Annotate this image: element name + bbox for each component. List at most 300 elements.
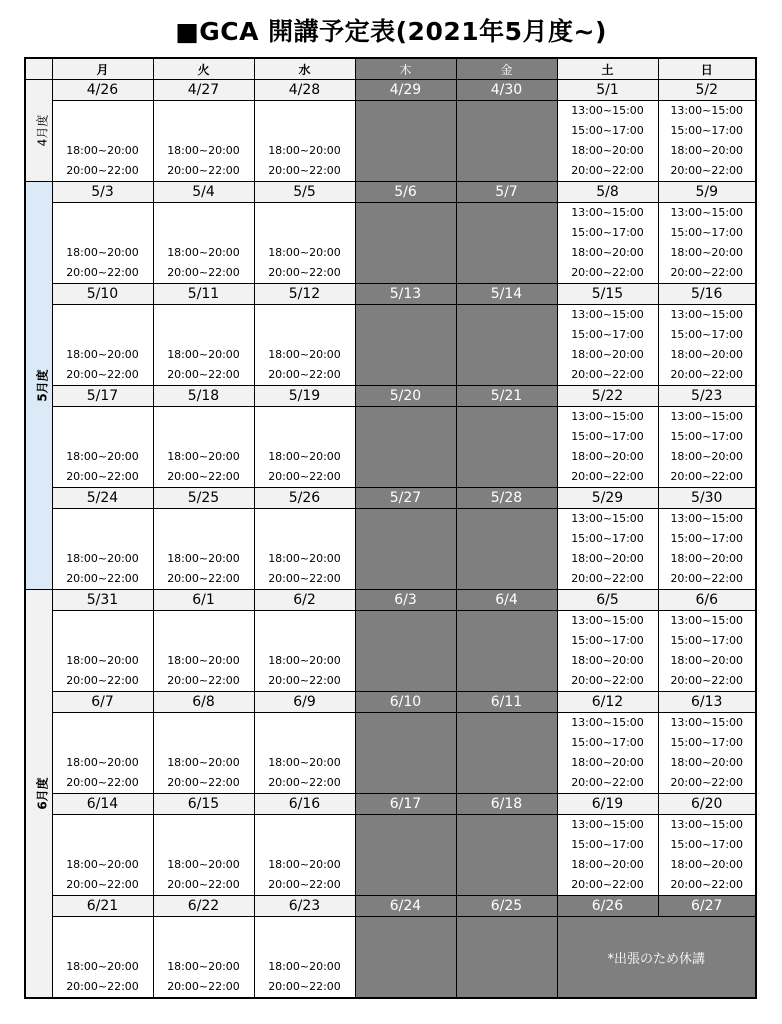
time-slot: 18:00~20:00 <box>268 348 341 361</box>
slot-cell <box>456 203 557 284</box>
time-slot: 18:00~20:00 <box>167 858 240 871</box>
time-slot: 18:00~20:00 <box>268 654 341 667</box>
time-slot-list <box>659 815 756 895</box>
week-date-row <box>25 590 756 611</box>
time-slot: 18:00~20:00 <box>571 858 644 871</box>
time-slot: 20:00~22:00 <box>571 878 644 891</box>
slot-cell <box>52 509 153 590</box>
time-slot: 18:00~20:00 <box>670 450 744 463</box>
date-cell: 6/10 <box>355 692 456 713</box>
time-slot-list <box>558 611 658 691</box>
time-slot: 20:00~22:00 <box>66 164 139 177</box>
month-label-cell <box>25 182 52 590</box>
slot-cell <box>52 203 153 284</box>
slot-cell <box>52 611 153 692</box>
time-slot: 18:00~20:00 <box>167 654 240 667</box>
time-slot: 15:00~17:00 <box>670 124 744 137</box>
week-date-row <box>25 692 756 713</box>
date-cell: 5/23 <box>658 386 756 407</box>
date-cell: 4/26 <box>52 80 153 101</box>
week-date-row <box>25 896 756 917</box>
date-cell: 6/27 <box>658 896 756 917</box>
time-slot: 20:00~22:00 <box>670 164 744 177</box>
time-slot-list <box>53 753 153 793</box>
date-cell: 5/15 <box>557 284 658 305</box>
time-slot-list <box>558 713 658 793</box>
slot-cell <box>355 203 456 284</box>
slot-cell <box>557 509 658 590</box>
time-slot: 20:00~22:00 <box>167 980 240 993</box>
date-cell: 5/10 <box>52 284 153 305</box>
date-cell: 6/24 <box>355 896 456 917</box>
weekday-header: 金 <box>456 58 557 80</box>
time-slot: 13:00~15:00 <box>571 818 644 831</box>
date-cell: 5/12 <box>254 284 355 305</box>
date-cell: 6/5 <box>557 590 658 611</box>
slot-cell <box>254 203 355 284</box>
time-slot-list <box>659 101 756 181</box>
time-slot: 20:00~22:00 <box>66 674 139 687</box>
time-slot: 18:00~20:00 <box>670 552 744 565</box>
time-slot: 20:00~22:00 <box>670 572 744 585</box>
time-slot-list <box>154 753 254 793</box>
time-slot-list <box>255 651 355 691</box>
slot-cell <box>355 101 456 182</box>
date-cell: 5/1 <box>557 80 658 101</box>
date-cell: 6/13 <box>658 692 756 713</box>
time-slot-list <box>154 447 254 487</box>
week-date-row <box>25 284 756 305</box>
slot-cell <box>153 917 254 999</box>
time-slot: 18:00~20:00 <box>268 450 341 463</box>
date-cell: 6/14 <box>52 794 153 815</box>
time-slot: 13:00~15:00 <box>670 818 744 831</box>
date-cell: 6/22 <box>153 896 254 917</box>
slot-cell <box>658 815 756 896</box>
weekday-header: 月 <box>52 58 153 80</box>
time-slot: 15:00~17:00 <box>571 226 644 239</box>
time-slot: 18:00~20:00 <box>268 960 341 973</box>
time-slot: 18:00~20:00 <box>66 654 139 667</box>
month-label-cell <box>25 80 52 182</box>
time-slot: 15:00~17:00 <box>670 430 744 443</box>
time-slot: 18:00~20:00 <box>66 756 139 769</box>
date-cell: 5/5 <box>254 182 355 203</box>
slot-cell <box>254 305 355 386</box>
time-slot: 18:00~20:00 <box>571 654 644 667</box>
time-slot: 18:00~20:00 <box>66 552 139 565</box>
time-slot-list <box>154 141 254 181</box>
date-cell: 4/27 <box>153 80 254 101</box>
week-date-row <box>25 794 756 815</box>
time-slot: 18:00~20:00 <box>268 552 341 565</box>
slot-cell <box>557 611 658 692</box>
weekday-header: 水 <box>254 58 355 80</box>
weekday-header: 木 <box>355 58 456 80</box>
slot-cell <box>254 917 355 999</box>
slot-cell <box>355 917 456 999</box>
week-slot-row <box>25 509 756 590</box>
time-slot: 20:00~22:00 <box>571 470 644 483</box>
time-slot: 15:00~17:00 <box>670 328 744 341</box>
date-cell: 6/26 <box>557 896 658 917</box>
slot-cell <box>254 815 355 896</box>
week-slot-row <box>25 917 756 999</box>
time-slot-list <box>53 855 153 895</box>
time-slot: 20:00~22:00 <box>670 266 744 279</box>
date-cell: 5/13 <box>355 284 456 305</box>
date-cell: 5/28 <box>456 488 557 509</box>
time-slot: 18:00~20:00 <box>670 654 744 667</box>
time-slot: 13:00~15:00 <box>670 104 744 117</box>
schedule-body <box>25 58 756 998</box>
date-cell: 6/6 <box>658 590 756 611</box>
time-slot: 20:00~22:00 <box>670 368 744 381</box>
slot-cell <box>456 101 557 182</box>
time-slot: 18:00~20:00 <box>670 348 744 361</box>
time-slot-list <box>558 305 658 385</box>
time-slot-list <box>558 509 658 589</box>
time-slot: 20:00~22:00 <box>571 266 644 279</box>
slot-cell <box>456 917 557 999</box>
slot-cell <box>557 305 658 386</box>
slot-cell <box>456 713 557 794</box>
date-cell: 5/27 <box>355 488 456 509</box>
time-slot: 20:00~22:00 <box>66 266 139 279</box>
slot-cell <box>658 611 756 692</box>
time-slot-list <box>154 957 254 997</box>
time-slot-list <box>53 141 153 181</box>
time-slot: 20:00~22:00 <box>571 368 644 381</box>
date-cell: 4/28 <box>254 80 355 101</box>
time-slot-list <box>53 243 153 283</box>
time-slot: 18:00~20:00 <box>571 450 644 463</box>
date-cell: 6/11 <box>456 692 557 713</box>
slot-cell <box>355 713 456 794</box>
time-slot-list <box>558 407 658 487</box>
slot-cell <box>557 815 658 896</box>
slot-cell <box>456 611 557 692</box>
time-slot: 20:00~22:00 <box>167 572 240 585</box>
week-date-row <box>25 182 756 203</box>
time-slot: 15:00~17:00 <box>571 838 644 851</box>
slot-cell <box>557 101 658 182</box>
time-slot: 20:00~22:00 <box>268 572 341 585</box>
slot-cell <box>557 713 658 794</box>
time-slot: 20:00~22:00 <box>670 878 744 891</box>
date-cell: 5/24 <box>52 488 153 509</box>
time-slot-list <box>154 549 254 589</box>
time-slot: 20:00~22:00 <box>670 776 744 789</box>
month-label: 4月度 <box>35 114 50 147</box>
date-cell: 6/2 <box>254 590 355 611</box>
time-slot: 20:00~22:00 <box>167 266 240 279</box>
date-cell: 6/25 <box>456 896 557 917</box>
month-label: 6月度 <box>35 777 50 810</box>
time-slot-list <box>659 713 756 793</box>
date-cell: 6/1 <box>153 590 254 611</box>
date-cell: 6/20 <box>658 794 756 815</box>
header-corner <box>25 58 52 80</box>
time-slot: 20:00~22:00 <box>268 368 341 381</box>
time-slot: 15:00~17:00 <box>571 736 644 749</box>
time-slot: 18:00~20:00 <box>167 144 240 157</box>
date-cell: 5/3 <box>52 182 153 203</box>
time-slot-list <box>255 957 355 997</box>
date-cell: 6/23 <box>254 896 355 917</box>
time-slot: 20:00~22:00 <box>571 164 644 177</box>
slot-cell <box>658 101 756 182</box>
time-slot: 20:00~22:00 <box>670 470 744 483</box>
date-cell: 6/4 <box>456 590 557 611</box>
date-cell: 5/25 <box>153 488 254 509</box>
time-slot-list <box>255 447 355 487</box>
time-slot: 20:00~22:00 <box>571 674 644 687</box>
time-slot: 20:00~22:00 <box>670 674 744 687</box>
time-slot-list <box>154 651 254 691</box>
date-cell: 5/11 <box>153 284 254 305</box>
time-slot: 20:00~22:00 <box>66 572 139 585</box>
slot-cell <box>254 407 355 488</box>
time-slot-list <box>659 509 756 589</box>
time-slot-list <box>255 753 355 793</box>
slot-cell <box>52 815 153 896</box>
date-cell: 6/3 <box>355 590 456 611</box>
date-cell: 6/18 <box>456 794 557 815</box>
time-slot: 20:00~22:00 <box>66 368 139 381</box>
time-slot-list <box>53 447 153 487</box>
slot-cell <box>153 203 254 284</box>
time-slot: 15:00~17:00 <box>670 838 744 851</box>
time-slot-list <box>53 957 153 997</box>
date-cell: 6/12 <box>557 692 658 713</box>
time-slot: 20:00~22:00 <box>66 878 139 891</box>
time-slot: 13:00~15:00 <box>670 206 744 219</box>
weekday-header: 火 <box>153 58 254 80</box>
time-slot: 13:00~15:00 <box>670 308 744 321</box>
date-cell: 5/21 <box>456 386 557 407</box>
slot-cell <box>355 305 456 386</box>
time-slot-list <box>659 203 756 283</box>
time-slot-list <box>53 345 153 385</box>
date-cell: 5/31 <box>52 590 153 611</box>
date-cell: 5/8 <box>557 182 658 203</box>
slot-cell <box>658 305 756 386</box>
slot-cell <box>254 713 355 794</box>
date-cell: 5/6 <box>355 182 456 203</box>
time-slot: 18:00~20:00 <box>571 144 644 157</box>
week-slot-row <box>25 815 756 896</box>
slot-cell <box>153 407 254 488</box>
time-slot: 18:00~20:00 <box>670 144 744 157</box>
time-slot-list <box>659 305 756 385</box>
time-slot: 18:00~20:00 <box>167 450 240 463</box>
time-slot: 13:00~15:00 <box>571 104 644 117</box>
slot-cell <box>355 509 456 590</box>
time-slot: 20:00~22:00 <box>167 674 240 687</box>
week-date-row <box>25 80 756 101</box>
slot-cell <box>456 407 557 488</box>
time-slot: 20:00~22:00 <box>268 980 341 993</box>
time-slot-list <box>255 345 355 385</box>
time-slot: 18:00~20:00 <box>571 348 644 361</box>
date-cell: 5/22 <box>557 386 658 407</box>
date-cell: 6/19 <box>557 794 658 815</box>
time-slot: 18:00~20:00 <box>167 246 240 259</box>
time-slot: 20:00~22:00 <box>66 980 139 993</box>
time-slot-list <box>255 141 355 181</box>
date-cell: 5/16 <box>658 284 756 305</box>
time-slot: 20:00~22:00 <box>571 776 644 789</box>
time-slot: 13:00~15:00 <box>670 716 744 729</box>
slot-cell <box>52 713 153 794</box>
time-slot-list <box>154 855 254 895</box>
time-slot: 20:00~22:00 <box>268 776 341 789</box>
time-slot-list <box>255 243 355 283</box>
week-date-row <box>25 386 756 407</box>
time-slot: 13:00~15:00 <box>571 614 644 627</box>
week-slot-row <box>25 713 756 794</box>
time-slot-list <box>659 407 756 487</box>
slot-cell <box>52 407 153 488</box>
date-cell: 6/9 <box>254 692 355 713</box>
month-label-cell <box>25 590 52 999</box>
date-cell: 5/2 <box>658 80 756 101</box>
slot-cell <box>254 101 355 182</box>
time-slot-list <box>154 345 254 385</box>
slot-cell <box>658 203 756 284</box>
time-slot: 18:00~20:00 <box>167 348 240 361</box>
time-slot: 20:00~22:00 <box>167 776 240 789</box>
time-slot: 15:00~17:00 <box>670 736 744 749</box>
slot-cell <box>456 815 557 896</box>
slot-cell <box>153 815 254 896</box>
date-cell: 5/17 <box>52 386 153 407</box>
slot-cell <box>52 917 153 999</box>
time-slot-list <box>53 549 153 589</box>
time-slot: 18:00~20:00 <box>670 858 744 871</box>
time-slot: 20:00~22:00 <box>268 266 341 279</box>
week-slot-row <box>25 101 756 182</box>
time-slot: 18:00~20:00 <box>167 756 240 769</box>
week-slot-row <box>25 203 756 284</box>
week-date-row <box>25 488 756 509</box>
time-slot: 18:00~20:00 <box>268 756 341 769</box>
slot-cell <box>456 509 557 590</box>
time-slot: 18:00~20:00 <box>571 756 644 769</box>
time-slot: 18:00~20:00 <box>670 246 744 259</box>
slot-cell <box>153 713 254 794</box>
date-cell: 6/16 <box>254 794 355 815</box>
time-slot: 20:00~22:00 <box>66 470 139 483</box>
time-slot: 20:00~22:00 <box>268 674 341 687</box>
time-slot: 20:00~22:00 <box>167 878 240 891</box>
weekday-header: 土 <box>557 58 658 80</box>
weekday-header-row <box>25 58 756 80</box>
date-cell: 5/14 <box>456 284 557 305</box>
time-slot: 18:00~20:00 <box>66 450 139 463</box>
slot-cell <box>52 305 153 386</box>
time-slot: 20:00~22:00 <box>268 470 341 483</box>
time-slot: 18:00~20:00 <box>268 246 341 259</box>
time-slot: 20:00~22:00 <box>571 572 644 585</box>
time-slot: 20:00~22:00 <box>167 164 240 177</box>
date-cell: 5/4 <box>153 182 254 203</box>
slot-cell <box>153 509 254 590</box>
week-slot-row <box>25 611 756 692</box>
date-cell: 5/9 <box>658 182 756 203</box>
time-slot: 13:00~15:00 <box>571 206 644 219</box>
date-cell: 5/30 <box>658 488 756 509</box>
time-slot-list <box>659 611 756 691</box>
closure-note: *出張のため休講 <box>557 917 756 999</box>
slot-cell <box>254 509 355 590</box>
time-slot-list <box>53 651 153 691</box>
time-slot: 13:00~15:00 <box>670 512 744 525</box>
date-cell: 4/30 <box>456 80 557 101</box>
slot-cell <box>52 101 153 182</box>
time-slot: 13:00~15:00 <box>571 410 644 423</box>
date-cell: 5/26 <box>254 488 355 509</box>
month-label: 5月度 <box>35 369 50 402</box>
page-title: ■GCA 開講予定表(2021年5月度~) <box>175 17 607 46</box>
time-slot: 20:00~22:00 <box>167 368 240 381</box>
time-slot-list <box>558 101 658 181</box>
time-slot: 15:00~17:00 <box>670 226 744 239</box>
time-slot: 13:00~15:00 <box>571 512 644 525</box>
slot-cell <box>355 815 456 896</box>
slot-cell <box>355 611 456 692</box>
slot-cell <box>658 407 756 488</box>
slot-cell <box>153 101 254 182</box>
time-slot: 20:00~22:00 <box>66 776 139 789</box>
time-slot: 15:00~17:00 <box>571 532 644 545</box>
time-slot: 13:00~15:00 <box>670 410 744 423</box>
date-cell: 4/29 <box>355 80 456 101</box>
time-slot-list <box>255 855 355 895</box>
date-cell: 6/7 <box>52 692 153 713</box>
slot-cell <box>557 407 658 488</box>
time-slot: 18:00~20:00 <box>66 348 139 361</box>
time-slot: 18:00~20:00 <box>167 960 240 973</box>
time-slot: 20:00~22:00 <box>268 164 341 177</box>
time-slot: 18:00~20:00 <box>571 246 644 259</box>
time-slot: 18:00~20:00 <box>66 858 139 871</box>
date-cell: 5/29 <box>557 488 658 509</box>
time-slot: 13:00~15:00 <box>571 308 644 321</box>
time-slot: 18:00~20:00 <box>268 144 341 157</box>
time-slot: 15:00~17:00 <box>571 328 644 341</box>
schedule-table <box>24 57 757 999</box>
date-cell: 5/19 <box>254 386 355 407</box>
time-slot: 18:00~20:00 <box>571 552 644 565</box>
time-slot: 20:00~22:00 <box>167 470 240 483</box>
date-cell: 5/7 <box>456 182 557 203</box>
time-slot: 18:00~20:00 <box>66 960 139 973</box>
date-cell: 6/8 <box>153 692 254 713</box>
slot-cell <box>557 203 658 284</box>
time-slot-list <box>558 815 658 895</box>
time-slot-list <box>558 203 658 283</box>
time-slot: 15:00~17:00 <box>571 124 644 137</box>
slot-cell <box>254 611 355 692</box>
slot-cell <box>153 611 254 692</box>
date-cell: 6/17 <box>355 794 456 815</box>
time-slot: 15:00~17:00 <box>670 532 744 545</box>
time-slot: 13:00~15:00 <box>571 716 644 729</box>
time-slot: 20:00~22:00 <box>268 878 341 891</box>
time-slot: 18:00~20:00 <box>268 858 341 871</box>
